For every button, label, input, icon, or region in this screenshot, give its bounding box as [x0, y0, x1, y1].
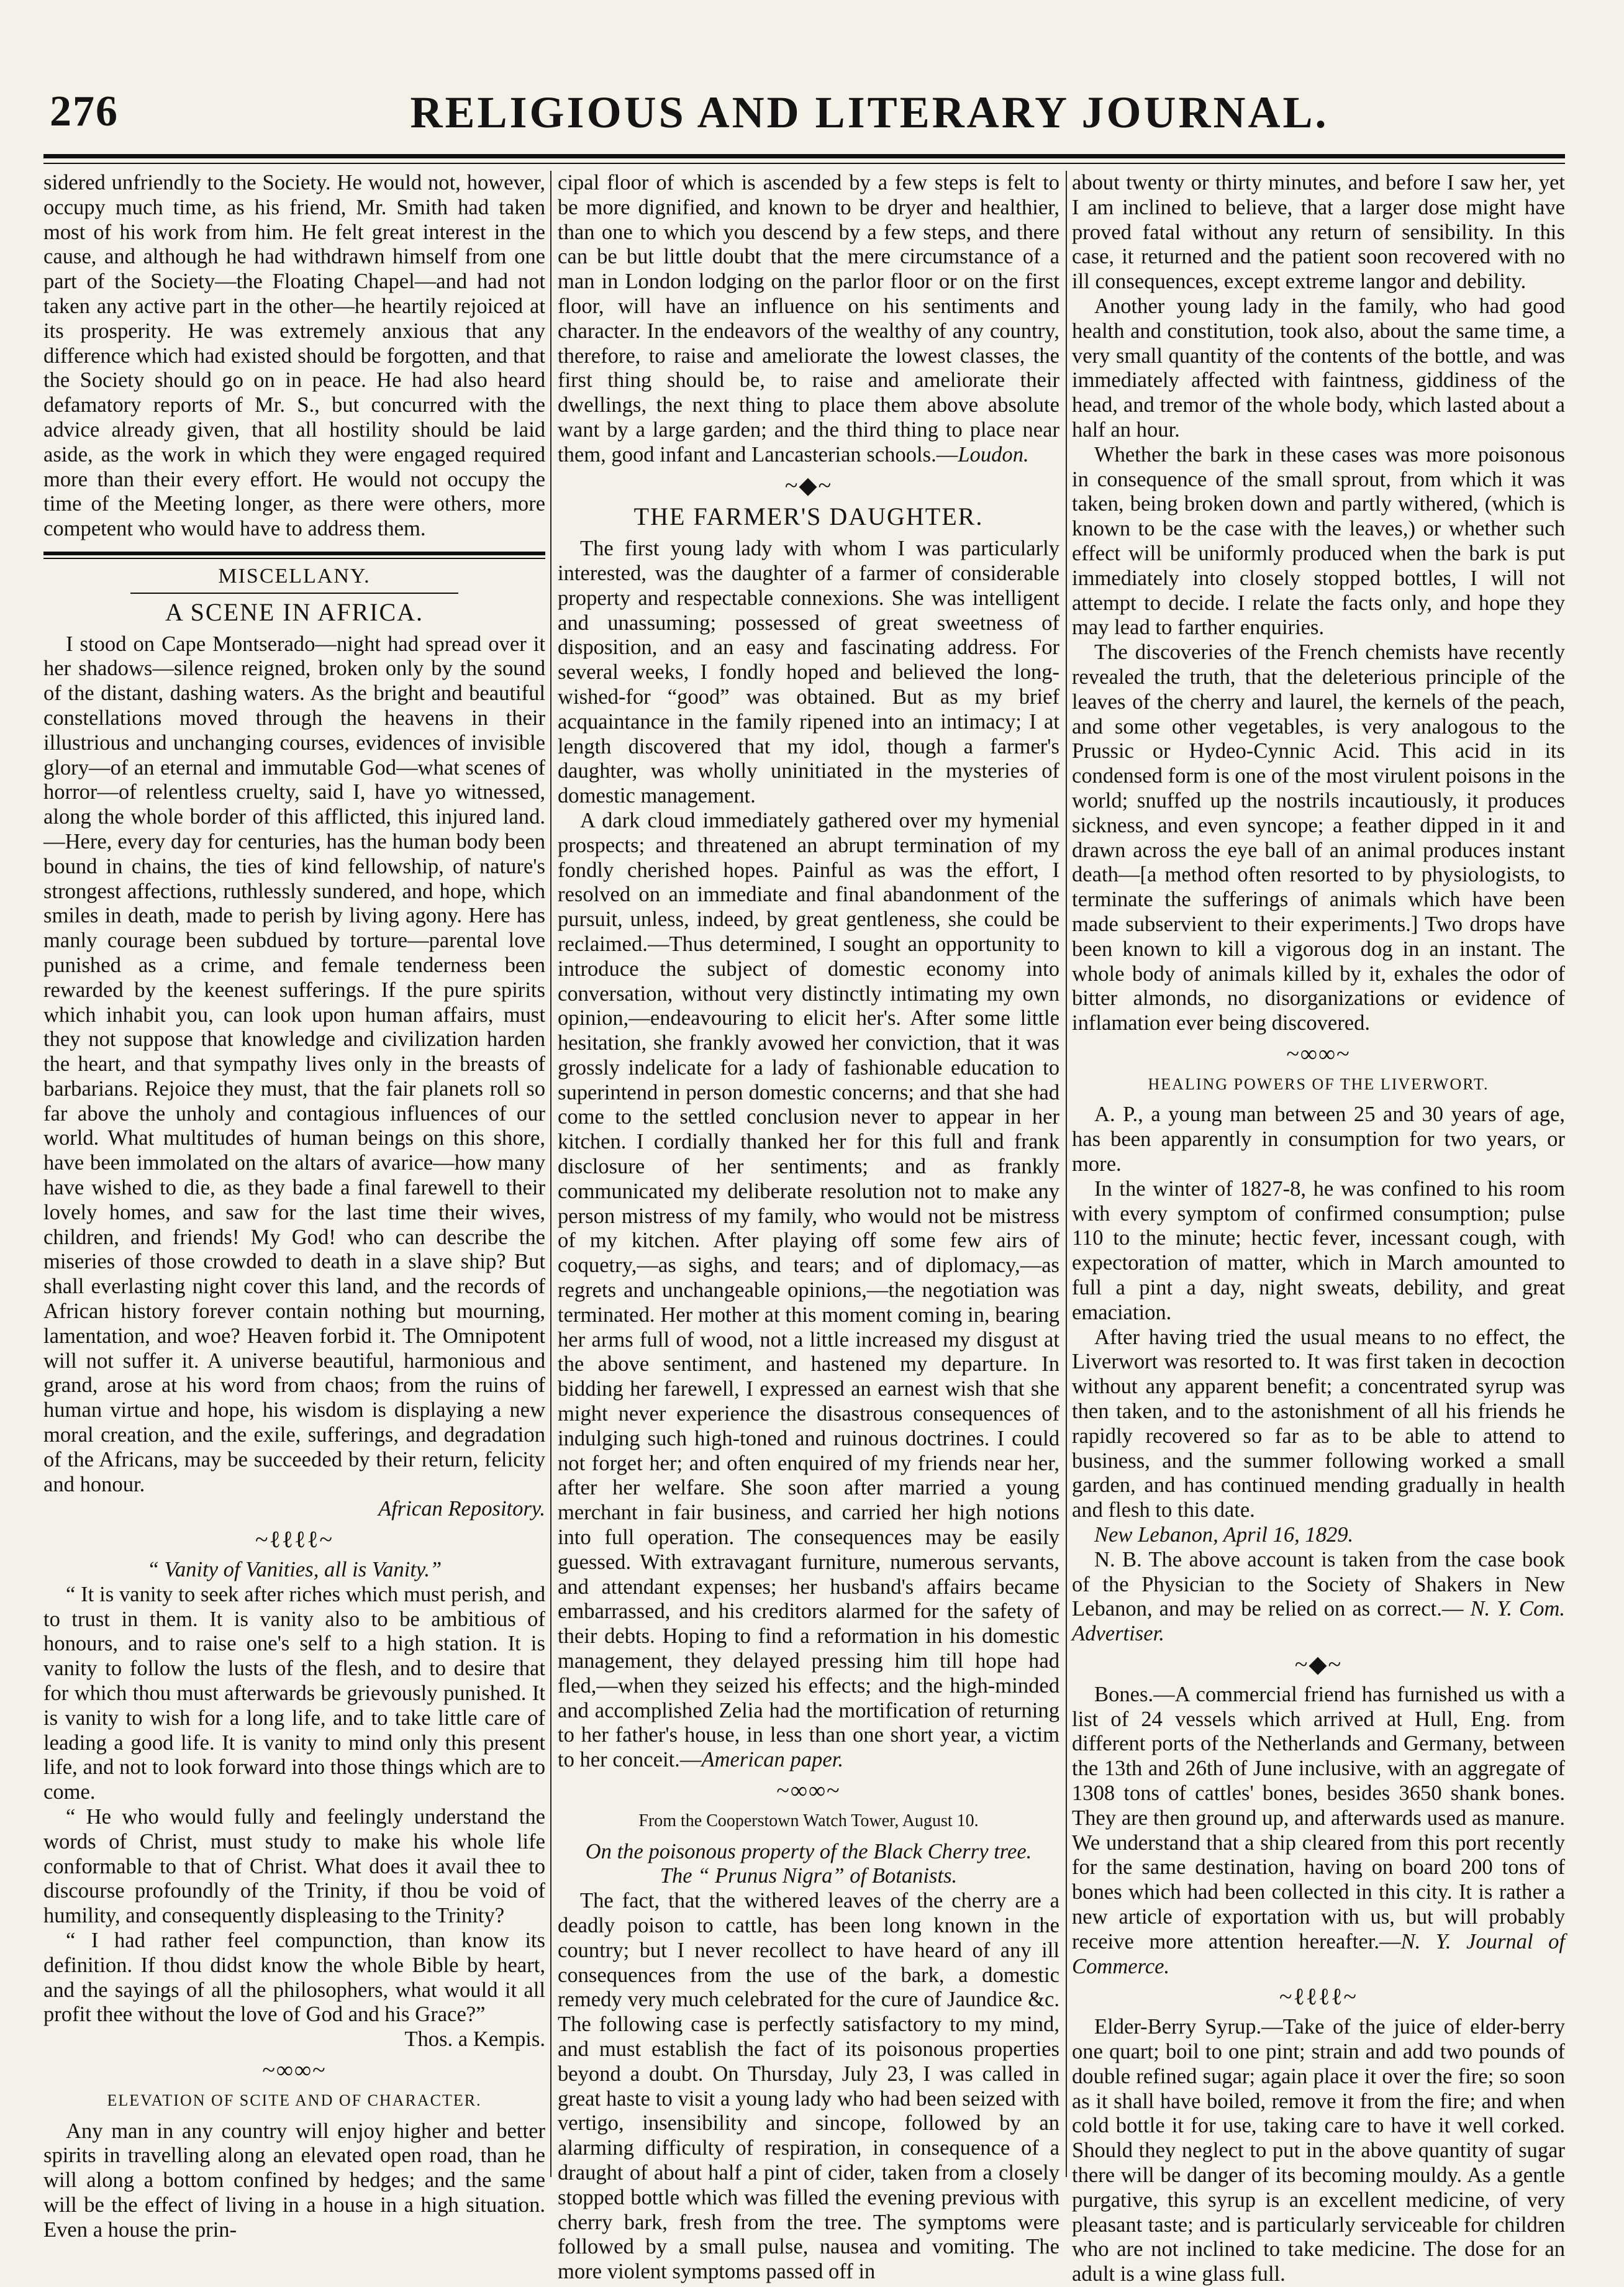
- article-text: sidered unfriendly to the Society. He would not, however, occupy much time, as his friend, Mr. Smith had taken most of his work from him. He felt great interest in the cause, and although he had withdrawn himself from one part of the Society—the Floating Chapel—and had not taken any active part in the other—he heartily rejoiced at its prosperity. He was extremely anxious that any difference which had existed should be forgotten, and that the Society should go on in peace. He had also heard defamatory reports of Mr. S., but concurred with the advice already given, that all hostility should be laid aside, as the work in which they were engaged required more than their every effort. He would not occupy the time of the Meeting longer, as there were others, more competent who would have to address them.: [43, 171, 545, 541]
- article-title: A SCENE IN AFRICA.: [165, 598, 424, 626]
- article-text: After having tried the usual means to no effect, the Liverwort was resorted to. It was first taken in decoction without any apparent benefit; a concentrated syrup was then taken, and to the astonishment of all his friends he rapidly recovered so far as to be able to attend to business, and the summer following worked a small garden, and has continued mending gradually in health and flesh to this date.: [1072, 1325, 1565, 1522]
- section-rule-thin: [43, 558, 545, 559]
- article-dateline: New Lebanon, April 16, 1829.: [1094, 1523, 1354, 1547]
- article-source: American paper.: [701, 1748, 843, 1772]
- divider: [130, 593, 458, 594]
- article-title: “ Vanity of Vanities, all is Vanity.”: [147, 1558, 442, 1582]
- page-header: [25, 87, 1553, 155]
- article-dateline: From the Cooperstown Watch Tower, August 10.: [638, 1811, 979, 1830]
- article-text: Elder-Berry Syrup.—Take of the juice of elder-berry one quart; boil to one pint; strain and add two pounds of double refined sugar; again place it over the fire; so soon as it shall have boiled, remove it from the fire; and when cold bottle it for use, taking care to have it well corked. Should they neglect to put in the above quantity of sugar there will be danger of its becoming mouldy. As a gentle purgative, this syrup is an excellent medicine, of very pleasant taste; and is particularly serviceable for children who are not inclined to take medicine. The dose for an adult is a wine glass full.: [1072, 2015, 1565, 2286]
- article-text: The discoveries of the French chemists have recently revealed the truth, that the deleterious principle of the leaves of the cherry and laurel, the kernels of the peach, and some other vegetables, is very analogous to the Prussic or Hydeo-Cynnic Acid. This acid in its condensed form is one of the most virulent poisons in the world; snuffed up the nostrils incautiously, it produces sickness, and even syncope; a feather dipped in it and drawn across the eye ball of an animal produces instant death—[a method often resorted to by physiologists, to terminate the sufferings of animals which have been made subservient to their experiments.] Two drops have been known to kill a vigorous dog in an instant. The whole body of animals killed by it, exhales the odor of bitter almonds, no disorganizations or evidence of inflamation ever being discovered.: [1072, 640, 1565, 1035]
- header-rule: [43, 154, 1565, 158]
- article-text: “ He who would fully and feelingly understand the words of Christ, must study to make his whole life conformable to that of Christ. What does it avail thee to discourse profoundly of the Trinity, if thou be void of humility, and consequently displeasing to the Trinity?: [43, 1805, 545, 1928]
- article-author: Thos. a Kempis.: [404, 2027, 545, 2052]
- ornament: ~◆~: [1294, 1652, 1343, 1678]
- column-1: [43, 171, 545, 2242]
- section-rule: [43, 552, 545, 555]
- ornament: ~◆~: [784, 472, 833, 499]
- header-rule-thin: [43, 163, 1565, 164]
- article-source: N. Y. Journal of Commerce.: [1072, 1929, 1565, 1978]
- article-title: On the poisonous property of the Black Cherry tree.: [585, 1839, 1032, 1863]
- column-divider: [1066, 171, 1067, 2177]
- article-text: cipal floor of which is ascended by a few steps is felt to be more dignified, and known to be dryer and healthier, than one to which you descend by a few steps, and there can be but little doubt that the mere circumstance of a man in London lodging on the parlor floor or on the first floor, will have an influence on his sentiments and character. In the endeavors of the wealthy of any country, therefore, to raise and ameliorate the lowest classes, the first thing should be, to raise and ameliorate their dwellings, the next thing to place them above absolute want by a large garden; and the third thing to place near them, good infant and Lancasterian schools.—Loudon.: [558, 171, 1059, 466]
- article-source: N. Y. Com. Advertiser.: [1072, 1597, 1565, 1646]
- article-text: about twenty or thirty minutes, and before I saw her, yet I am inclined to believe, that a larger dose might have proved fatal without any return of sensibility. In this case, it returned and the patient soon recovered with no ill consequences, except extreme langor and debility.: [1072, 171, 1565, 294]
- ornament: ~ℓℓℓℓ~: [255, 1527, 333, 1553]
- article-subtitle: The “ Prunus Nigra” of Botanists.: [660, 1864, 958, 1888]
- columns: [43, 171, 1565, 2286]
- article-text: A dark cloud immediately gathered over my hymenial prospects; and threatened an abrupt termination of my fondly cherished hopes. Painful as was the effort, I resolved on an immediate and final abandonment of the pursuit, unless, indeed, by great gentleness, she could be reclaimed.—Thus determined, I sought an opportunity to introduce the subject of domestic economy into conversation, without very distinctly intimating my own opinion,—endeavouring to elicit her's. After some little hesitation, she frankly avowed her conviction, that it was grossly indelicate for a lady of fashionable education to superintend in person domestic concerns; and that she had come to the settled conclusion never to appear in her kitchen. I cordially thanked her for this full and frank disclosure of her sentiments; and as frankly communicated my deliberate resolution not to make any person mistress of my family, who would not be mistress of my kitchen. After playing off some few airs of coquetry,—as sighs, and tears; and of diplomacy,—as regrets and unchangeable opinions,—the negotiation was terminated. Her mother at this moment coming in, bearing her arms full of wood, not a little increased my disgust at the above sentiment, and hastened my departure. In bidding her farewell, I expressed an earnest wish that she might never experience the disastrous consequences of indulging such high-toned and ruinous doctrines. I could not forget her; and often enquired of my friends near her, after her welfare. She soon after married a young merchant in fair business, and carried her high notions into full operation. The consequences may be easily guessed. With extravagant furniture, numerous servants, and attendant expenses; her husband's affairs became embarrassed, and his creditors alarmed for the safety of their debts. Hoping to find a reformation in his domestic management, they delayed pressing him till hope had fled,—when they seized his effects; and the high-minded and accomplished Zelia had the mortification of returning to her father's house, in less than one short year, a victim to her conceit.—American paper.: [558, 808, 1059, 1772]
- section-heading: MISCELLANY.: [218, 564, 371, 588]
- article-text: Whether the bark in these cases was more poisonous in consequence of the small sprout, from which it was taken, being broken down and partly withered, (which is known to be the case with the leaves,) or whether such effect will be uniformly produced when the bark is put immediately into closely stopped bottles, I will not attempt to decide. I relate the facts only, and hope they may lead to farther enquiries.: [1072, 442, 1565, 640]
- article-text: The fact, that the withered leaves of the cherry are a deadly poison to cattle, has been long known in the country; but I never recollect to have heard of any ill consequences from the use of the bark, a domestic remedy very much celebrated for the cure of Jaundice &c. The following case is perfectly satisfactory to my mind, and must establish the fact of its poisonous properties beyond a doubt. On Thursday, July 23, I was called in great haste to visit a young lady who had been seized with vertigo, insensibility and sincope, followed by an alarming difficulty of respiration, in consequence of a draught of about half a pint of cider, taken from a closely stopped bottle which was filled the evening previous with cherry bark, fresh from the tree. The symptoms were followed by a small pulse, nausea and vomiting. The more violent symptoms passed off in: [558, 1889, 1059, 2284]
- article-text: “ It is vanity to seek after riches which must perish, and to trust in them. It is vanity also to be ambitious of honours, and to raise one's self to a high station. It is vanity to follow the lusts of the flesh, and to desire that for which thou must afterwards be grievously punished. It is vanity to wish for a long life, and to take little care of leading a good life. It is vanity to mind only this present life, and not to look forward into those things which are to come.: [43, 1582, 545, 1804]
- ornament: ~∞∞~: [1286, 1040, 1351, 1067]
- column-2: [558, 171, 1059, 2284]
- article-text: I stood on Cape Montserado—night had spread over it her shadows—silence reigned, broken only by the sound of the distant, dashing waters. As the bright and beautiful constellations moved through the heavens in their illustrious and unchanging courses, evidences of invisible glory—of an eternal and immutable God—what scenes of horror—of relentless cruelty, said I, have yo witnessed, along the whole border of this afflicted, this injured land.—Here, every day for centuries, has the human body been bound in chains, the ties of kind fellowship, of nature's strongest affections, ruthlessly sundered, and hope, which smiles in death, made to perish by living agony. Here has manly courage been subdued by torture—parental love punished as a crime, and female tenderness been rewarded by the keenest sufferings. If the pure spirits which inhabit you, can look upon human affairs, must they not suppose that knowledge and civilization harden the heart, and that sympathy lives only in the breasts of barbarians. Rejoice they must, that the fair planets roll so far above the unholy and contagious influences of our world. What multitudes of human beings on this shore, have been immolated on the altars of avarice—how many have wished to die, as they bade a final farewell to their lovely homes, and saw for the last time their wives, children, and friends! My God! who can describe the miseries of those crowded to death in a slave ship? But shall everlasting night cover this land, and the records of African history forever contain nothing but mourning, lamentation, and woe? Heaven forbid it. The Omnipotent will not suffer it. A universe beautiful, harmonious and grand, arose at his word from chaos; from the ruins of human virtue and hope, his wisdom is displaying a new moral creation, and the exile, sufferings, and degradation of the Africans, may be succeeded by their return, felicity and honour.: [43, 632, 545, 1496]
- column-3: [1072, 171, 1565, 2286]
- ornament: ~∞∞~: [262, 2057, 327, 2083]
- article-source: African Repository.: [378, 1497, 545, 1521]
- article-text: N. B. The above account is taken from the case book of the Physician to the Society of Shakers in New Lebanon, and may be relied on as correct.— N. Y. Com. Advertiser.: [1072, 1547, 1565, 1646]
- article-text: In the winter of 1827-8, he was confined to his room with every symptom of confirmed consumption; pulse 110 to the minute; hectic fever, incessant cough, with expectoration of matter, which in March amounted to full a pint a day, night sweats, debility, and great emaciation.: [1072, 1176, 1565, 1324]
- page-number: 276: [50, 88, 119, 135]
- ornament: ~∞∞~: [776, 1778, 841, 1804]
- article-text: Bones.—A commercial friend has furnished us with a list of 24 vessels which arrived at Hull, Eng. from different ports of the Netherlands and Germany, between the 13th and 26th of June inclusive, with an aggregate of 1308 tons of cattles' bones, besides 3650 shank bones. They are then ground up, and afterwards used as manure. We understand that a ship cleared from this port recently for the same destination, having on board 200 tons of bones which had been collected in this city. It is rather a new article of exportation with us, but will probably receive more attention hereafter.—N. Y. Journal of Commerce.: [1072, 1682, 1565, 1978]
- article-text: Another young lady in the family, who had good health and constitution, took also, about the same time, a very small quantity of the contents of the bottle, and was immediately affected with faintness, giddiness of the head, and tremor of the whole body, which lasted about a half an hour.: [1072, 294, 1565, 442]
- article-title: ELEVATION OF SCITE AND OF CHARACTER.: [107, 2091, 482, 2109]
- article-title: THE FARMER'S DAUGHTER.: [633, 502, 984, 531]
- article-source: Loudon.: [958, 442, 1029, 466]
- article-text: Any man in any country will enjoy higher and better spirits in travelling along an elevated open road, than he will along a bottom confined by hedges; and the same will be the effect of living in a house in a high situation. Even a house the prin-: [43, 2119, 545, 2242]
- article-title: HEALING POWERS OF THE LIVERWORT.: [1148, 1075, 1489, 1093]
- column-divider: [550, 171, 551, 2177]
- ornament: ~ℓℓℓℓ~: [1279, 1984, 1358, 2011]
- article-text: The first young lady with whom I was particularly interested, was the daughter of a farmer of considerable property and respectable connexions. She was intelligent and unassuming; possessed of great sweetness of disposition, and an easy and fascinating address. For several weeks, I fondly hoped and believed the long-wished-for “good” was obtained. But as my brief acquaintance in the family ripened into an intimacy; I at length discovered that my idol, though a farmer's daughter, was wholly uninitiated in the mysteries of domestic management.: [558, 537, 1059, 808]
- article-text: “ I had rather feel compunction, than know its definition. If thou didst know the whole Bible by heart, and the sayings of all the philosophers, what would it all profit thee without the love of God and his Grace?”: [43, 1928, 545, 2027]
- article-text: A. P., a young man between 25 and 30 years of age, has been apparently in consumption for two years, or more.: [1072, 1103, 1565, 1176]
- journal-title: RELIGIOUS AND LITERARY JOURNAL.: [410, 88, 1329, 137]
